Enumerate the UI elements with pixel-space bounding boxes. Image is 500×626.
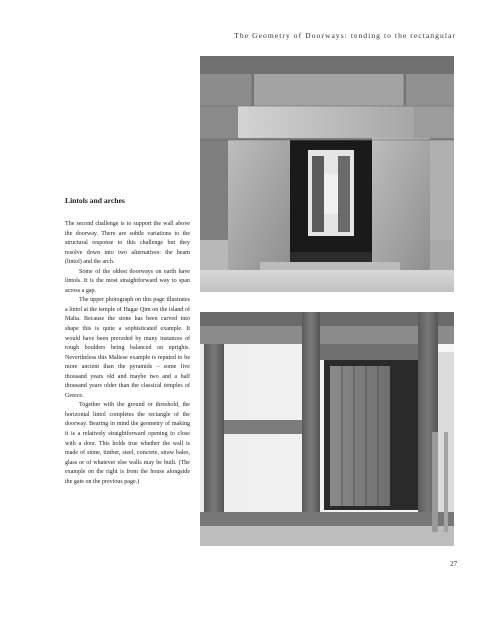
- running-head: The Geometry of Doorways: tending to the rectangular: [234, 31, 456, 40]
- page-number: 27: [450, 560, 458, 568]
- timber-door-image: [200, 312, 454, 546]
- body-text-column: [65, 220, 190, 487]
- paragraph: Some of the oldest doorways on earth have lintols. It is the most straightforward way to span across a gap.: [65, 268, 190, 294]
- photo-timber-door: [200, 312, 454, 546]
- photo-stone-lintol: [200, 56, 454, 292]
- paragraph: Together with the ground or threshold, the horizontal lintol completes the rectangle of the doorway. Bearing in mind the geometry of making it is a relatively straightforward opening to close with a door. This holds true whether the wall is made of stone, timber, steel, concrete, straw bales, glass or of whatever else walls may be built. (The example on the right is from the house alongside the gate on the previous page.): [65, 402, 190, 485]
- section-heading: Lintols and arches: [65, 196, 125, 205]
- paragraph: The upper photograph on this page illustrates a lintol at the temple of Hagar Qim on the island of Malta. Because the stone has been carved into shape this is quite a sophisticated example. It would have been preceded by many instances of rough boulders being balanced on uprights. Nevertheless this Maltese example is reputed to be more ancient than the pyramids – some five thousand years old and maybe two and a half thousand years older than the classical temples of Greece.: [65, 297, 190, 399]
- stone-lintol-image: [200, 56, 454, 292]
- paragraph: The second challenge is to support the wall above the doorway. There are subtle variations to the structural response to this challenge but they resolve down into two alternatives: the beam (lintol) and the arch.: [65, 221, 190, 266]
